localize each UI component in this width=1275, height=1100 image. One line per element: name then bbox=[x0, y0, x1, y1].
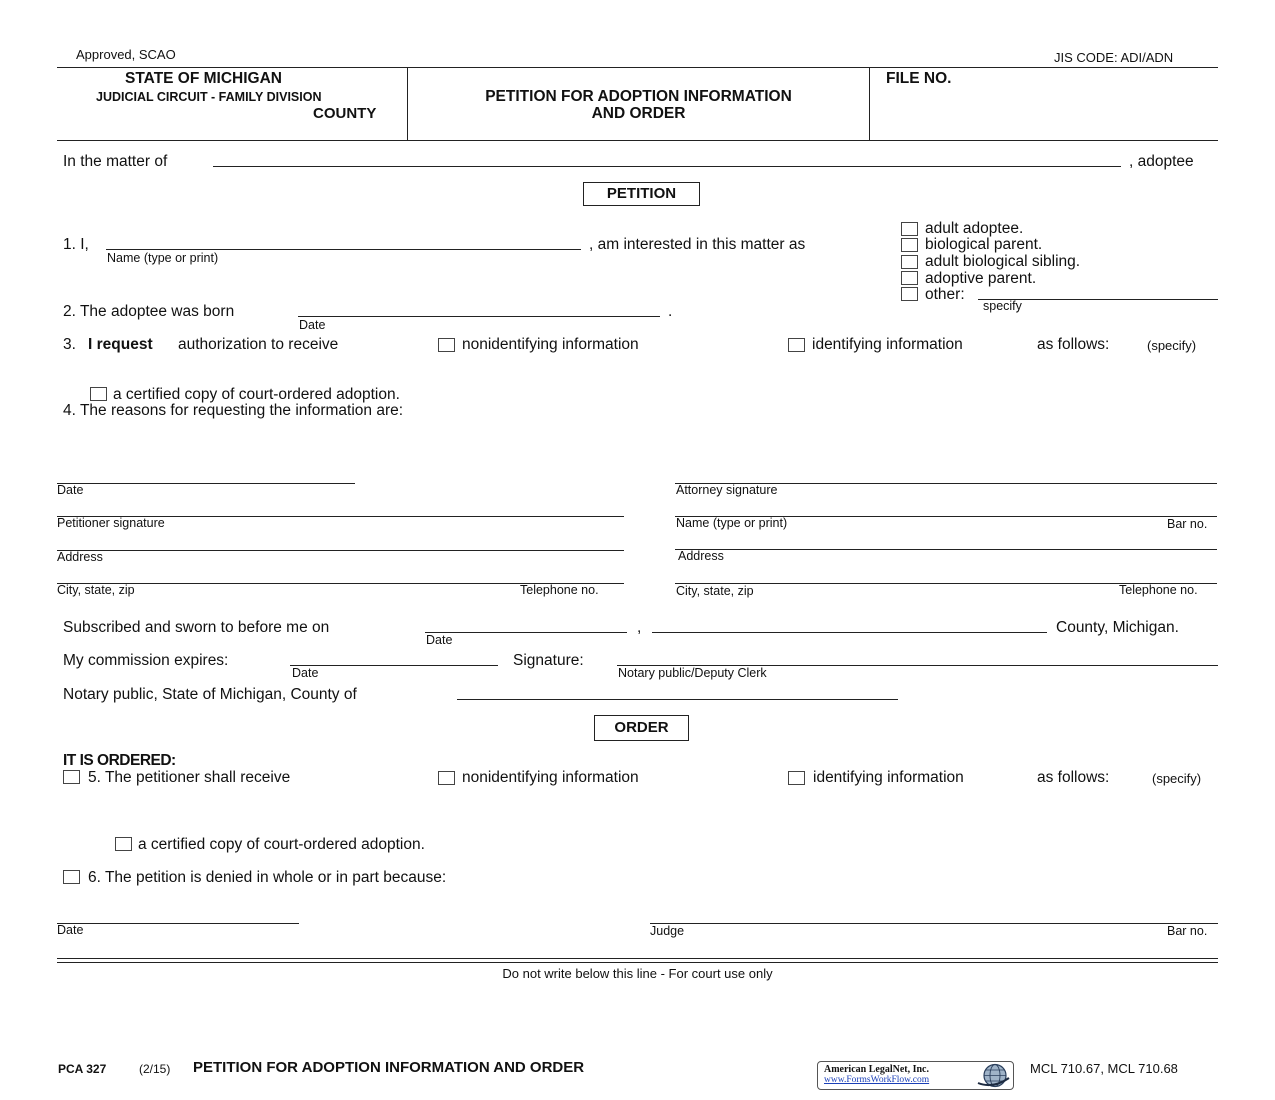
checkbox-nonidentifying[interactable] bbox=[438, 338, 455, 352]
item4-text: 4. The reasons for requesting the information are: bbox=[63, 402, 404, 419]
petitioner-city-label: City, state, zip bbox=[57, 583, 135, 597]
form-revision: (2/15) bbox=[139, 1062, 171, 1076]
form-number: PCA 327 bbox=[58, 1062, 107, 1076]
option-biological-parent: biological parent. bbox=[925, 236, 1043, 253]
matter-prefix: In the matter of bbox=[63, 153, 168, 170]
item2-period: . bbox=[668, 303, 673, 320]
option-adult-biological-sibling: adult biological sibling. bbox=[925, 253, 1081, 270]
item5-certified-copy: a certified copy of court-ordered adoption. bbox=[138, 836, 425, 853]
judge-label: Judge bbox=[650, 924, 685, 938]
notary-state-county: Notary public, State of Michigan, County of bbox=[63, 686, 357, 703]
adoptee-name-field[interactable] bbox=[213, 166, 1121, 167]
it-is-ordered: IT IS ORDERED: bbox=[63, 752, 176, 769]
form-title-line1: PETITION FOR ADOPTION INFORMATION bbox=[485, 88, 792, 105]
item2-text: 2. The adoptee was born bbox=[63, 303, 235, 320]
footer-title: PETITION FOR ADOPTION INFORMATION AND ORDER bbox=[193, 1059, 585, 1076]
form-title-line2: AND ORDER bbox=[591, 105, 686, 122]
court-use-text: Do not write below this line - For court use only bbox=[502, 966, 773, 981]
item5-nonidentifying: nonidentifying information bbox=[462, 769, 639, 786]
file-no-label: FILE NO. bbox=[886, 70, 952, 87]
judicial-circuit: JUDICIAL CIRCUIT - FAMILY DIVISION bbox=[96, 90, 322, 104]
petitioner-telephone-label: Telephone no. bbox=[520, 583, 599, 597]
county-michigan: County, Michigan. bbox=[1056, 619, 1179, 636]
sworn-county-field[interactable] bbox=[652, 632, 1047, 633]
american-legalnet-logo[interactable] bbox=[817, 1061, 1014, 1090]
header-top-rule bbox=[57, 67, 1218, 68]
item3-as-follows: as follows: bbox=[1037, 336, 1110, 353]
item1-text: , am interested in this matter as bbox=[589, 236, 806, 253]
court-use-rule-1 bbox=[57, 958, 1218, 959]
attorney-city-label: City, state, zip bbox=[676, 584, 754, 598]
notary-county-field[interactable] bbox=[457, 699, 898, 700]
item3-certified-copy: a certified copy of court-ordered adoption. bbox=[113, 386, 400, 403]
petition-date-label: Date bbox=[57, 483, 84, 497]
header-divider-2 bbox=[869, 67, 870, 140]
checkbox-other[interactable] bbox=[901, 287, 918, 301]
checkbox-adult-adoptee[interactable] bbox=[901, 222, 918, 236]
checkbox-adoptive-parent[interactable] bbox=[901, 271, 918, 285]
item3-specify: (specify) bbox=[1147, 338, 1197, 353]
petitioner-address-field[interactable] bbox=[57, 550, 624, 551]
attorney-address-field[interactable] bbox=[675, 549, 1217, 550]
item3-nonidentifying: nonidentifying information bbox=[462, 336, 639, 353]
subscribed-text: Subscribed and sworn to before me on bbox=[63, 619, 330, 636]
judge-bar-no-label: Bar no. bbox=[1167, 924, 1208, 938]
checkbox-order-denied[interactable] bbox=[63, 870, 80, 884]
item5-as-follows: as follows: bbox=[1037, 769, 1110, 786]
commission-expires: My commission expires: bbox=[63, 652, 229, 669]
item1-name-label: Name (type or print) bbox=[107, 251, 219, 265]
header-bottom-rule bbox=[57, 140, 1218, 141]
commission-date-label: Date bbox=[292, 666, 319, 680]
attorney-address-label: Address bbox=[678, 549, 724, 563]
sworn-comma: , bbox=[637, 619, 642, 636]
option-adoptive-parent: adoptive parent. bbox=[925, 270, 1037, 287]
option-other: other: bbox=[925, 286, 965, 303]
checkbox-certified-copy[interactable] bbox=[90, 387, 107, 401]
option-adult-adoptee: adult adoptee. bbox=[925, 220, 1024, 237]
birth-date-field[interactable] bbox=[298, 316, 660, 317]
item3-bold: I request bbox=[88, 336, 153, 353]
attorney-signature-label: Attorney signature bbox=[676, 483, 778, 497]
attorney-bar-no-label: Bar no. bbox=[1167, 517, 1208, 531]
county-label: COUNTY bbox=[313, 105, 377, 122]
item1-number: 1. I, bbox=[63, 236, 89, 253]
order-date-label: Date bbox=[57, 923, 84, 937]
attorney-telephone-label: Telephone no. bbox=[1119, 583, 1198, 597]
petition-heading: PETITION bbox=[583, 182, 700, 206]
item5-identifying: identifying information bbox=[813, 769, 964, 786]
item3-identifying: identifying information bbox=[812, 336, 963, 353]
checkbox-order-certified-copy[interactable] bbox=[115, 837, 132, 851]
notary-signature-label: Notary public/Deputy Clerk bbox=[618, 666, 767, 680]
judge-signature-field[interactable] bbox=[650, 923, 1218, 924]
order-date-field[interactable] bbox=[57, 923, 299, 924]
checkbox-order-receive[interactable] bbox=[63, 770, 80, 784]
court-use-rule-2 bbox=[57, 962, 1218, 963]
item5-text: 5. The petitioner shall receive bbox=[88, 769, 291, 786]
state-of-michigan: STATE OF MICHIGAN bbox=[125, 70, 282, 87]
checkbox-order-nonidentifying[interactable] bbox=[438, 771, 455, 785]
sworn-date-field[interactable] bbox=[425, 632, 627, 633]
jis-code: JIS CODE: ADI/ADN bbox=[1054, 50, 1174, 65]
checkbox-biological-parent[interactable] bbox=[901, 238, 918, 252]
statutes: MCL 710.67, MCL 710.68 bbox=[1030, 1061, 1178, 1076]
sworn-date-label: Date bbox=[426, 633, 453, 647]
item3-number: 3. bbox=[63, 336, 76, 353]
other-specify-label: specify bbox=[983, 299, 1022, 313]
item6-text: 6. The petition is denied in whole or in part because: bbox=[88, 869, 447, 886]
approved-label: Approved, SCAO bbox=[76, 47, 176, 62]
attorney-name-label: Name (type or print) bbox=[676, 516, 788, 530]
logo-name: American LegalNet, Inc. bbox=[824, 1064, 929, 1075]
checkbox-order-identifying[interactable] bbox=[788, 771, 805, 785]
order-heading: ORDER bbox=[594, 715, 689, 741]
item2-date-label: Date bbox=[299, 318, 326, 332]
commission-date-field[interactable] bbox=[290, 665, 498, 666]
checkbox-identifying[interactable] bbox=[788, 338, 805, 352]
item5-specify: (specify) bbox=[1152, 771, 1202, 786]
checkbox-adult-biological-sibling[interactable] bbox=[901, 255, 918, 269]
petitioner-address-label: Address bbox=[57, 550, 103, 564]
item3-text: authorization to receive bbox=[178, 336, 339, 353]
globe-icon bbox=[975, 1063, 1011, 1088]
notary-signature-text: Signature: bbox=[513, 652, 584, 669]
logo-url[interactable]: www.FormsWorkFlow.com bbox=[824, 1075, 930, 1085]
matter-suffix: , adoptee bbox=[1129, 153, 1194, 170]
petition-date-field[interactable] bbox=[57, 483, 355, 484]
petitioner-signature-label: Petitioner signature bbox=[57, 516, 165, 530]
petitioner-name-field[interactable] bbox=[106, 249, 581, 250]
